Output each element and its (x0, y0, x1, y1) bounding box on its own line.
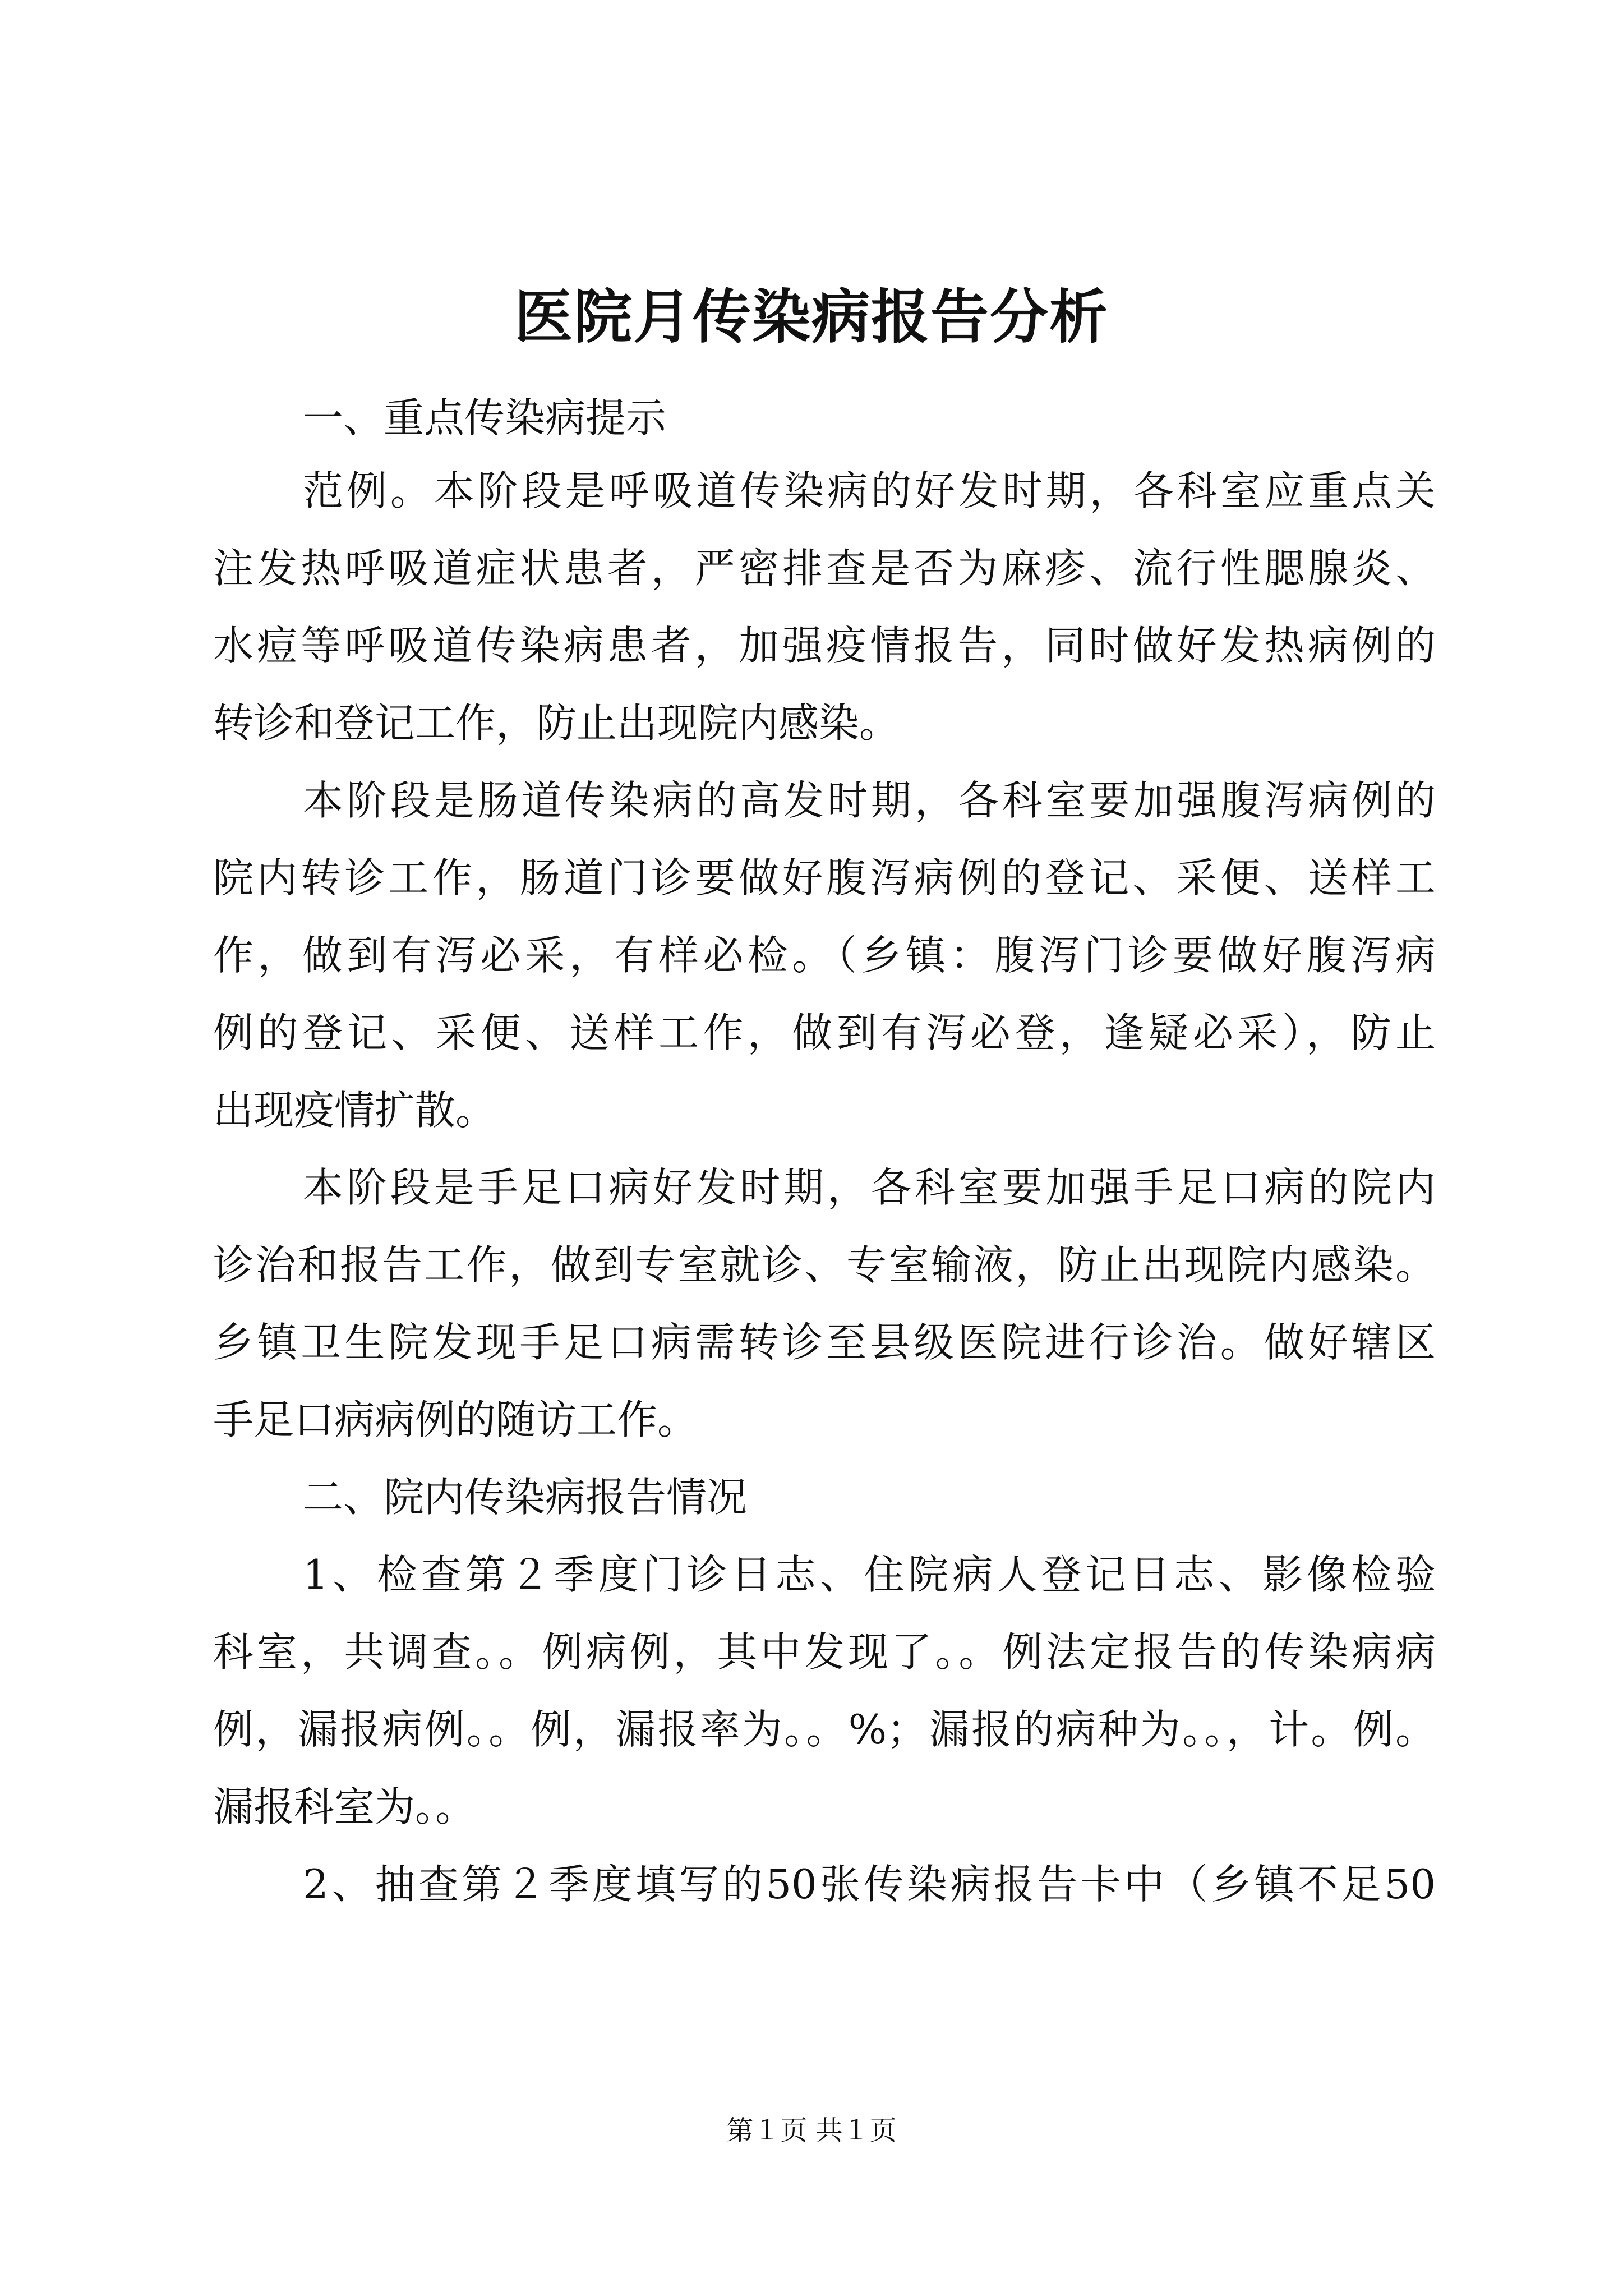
body-line: 2、抽查第２季度填写的50张传染病报告卡中（乡镇不足50 (303, 1861, 1436, 1908)
body-line: 注发热呼吸道症状患者，严密排查是否为麻疹、流行性腮腺炎、 (213, 545, 1436, 592)
page-footer: 第１页 共１页 (726, 2115, 897, 2146)
section-heading-1: 一、重点传染病提示 (303, 394, 667, 441)
body-line: 水痘等呼吸道传染病患者，加强疫情报告，同时做好发热病例的 (213, 622, 1436, 669)
body-line: 例，漏报病例。。例，漏报率为。。%；漏报的病种为。。，计。例。 (213, 1706, 1436, 1753)
section-heading-2: 二、院内传染病报告情况 (303, 1474, 748, 1521)
document-title: 医院月传染病报告分析 (514, 282, 1109, 351)
body-line: 手足口病病例的随访工作。 (213, 1396, 698, 1443)
body-line: 例的登记、采便、送样工作，做到有泻必登，逢疑必采），防止 (213, 1009, 1436, 1056)
body-line: 范例。本阶段是呼吸道传染病的好发时期，各科室应重点关 (303, 467, 1436, 514)
body-line: 诊治和报告工作，做到专室就诊、专室输液，防止出现院内感染。 (213, 1241, 1436, 1289)
body-line: 出现疫情扩散。 (213, 1087, 496, 1134)
body-line: 乡镇卫生院发现手足口病需转诊至县级医院进行诊治。做好辖区 (213, 1319, 1436, 1366)
body-line: 本阶段是手足口病好发时期，各科室要加强手足口病的院内 (303, 1164, 1436, 1211)
body-line: 院内转诊工作，肠道门诊要做好腹泻病例的登记、采便、送样工 (213, 854, 1436, 901)
body-line: 本阶段是肠道传染病的高发时期，各科室要加强腹泻病例的 (303, 777, 1436, 824)
body-line: 1、检查第２季度门诊日志、住院病人登记日志、影像检验 (303, 1551, 1436, 1598)
body-line: 转诊和登记工作，防止出现院内感染。 (213, 700, 900, 747)
body-line: 作，做到有泻必采，有样必检。（乡镇：腹泻门诊要做好腹泻病 (213, 932, 1436, 979)
body-line: 科室，共调查。。例病例，其中发现了。。例法定报告的传染病病 (213, 1628, 1436, 1676)
body-line: 漏报科室为。。 (213, 1783, 476, 1830)
